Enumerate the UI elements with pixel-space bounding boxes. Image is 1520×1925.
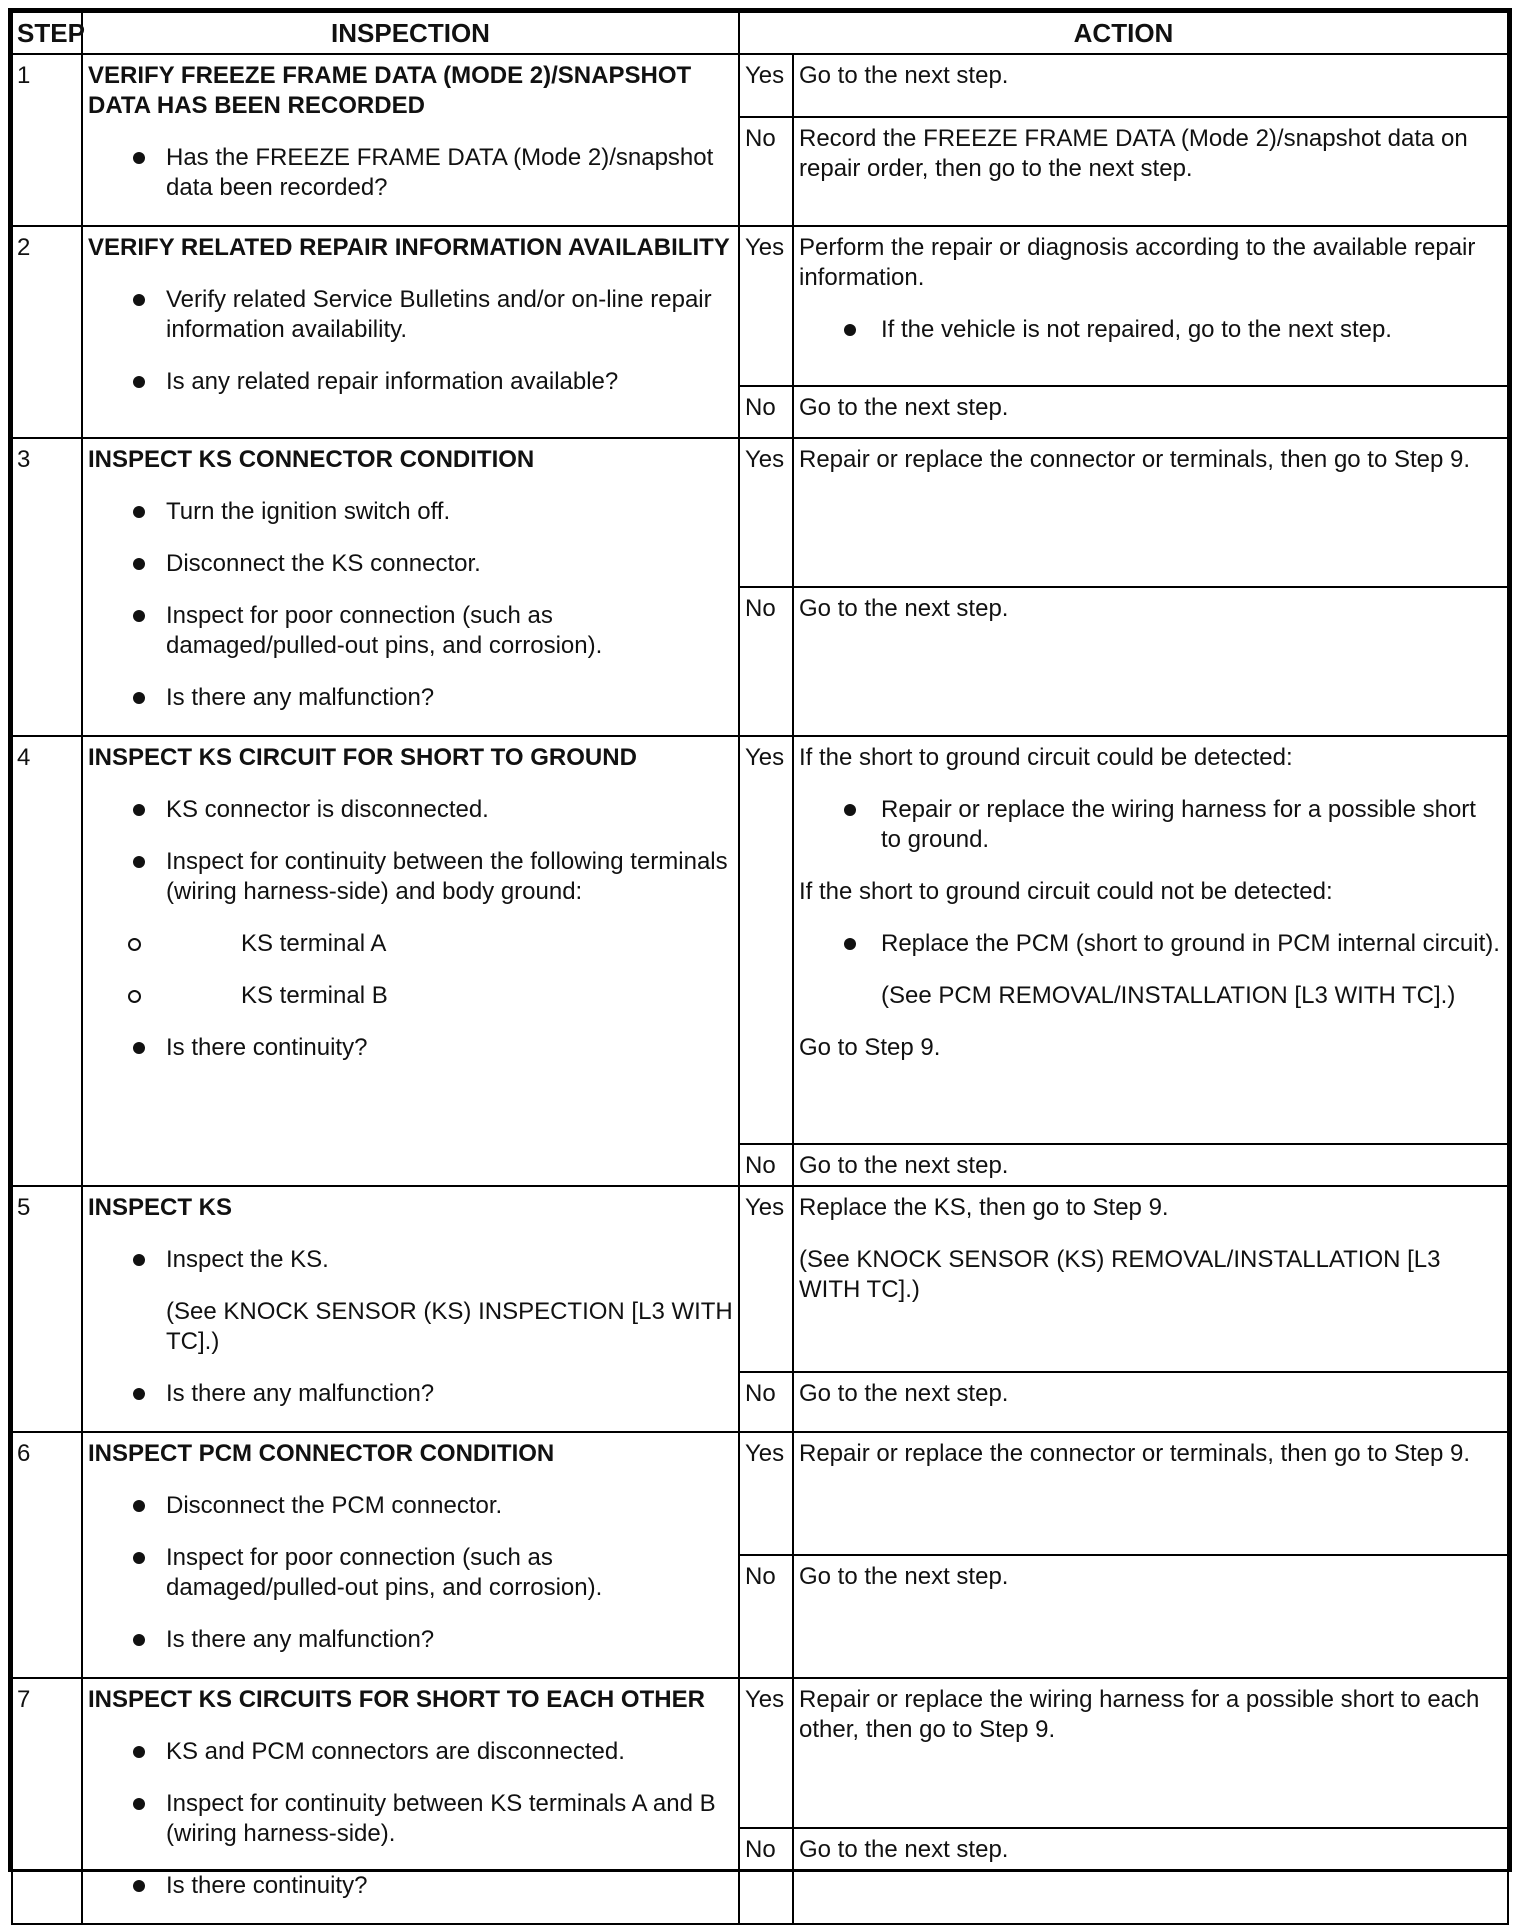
yes-action: Perform the repair or diagnosis according to the available repair information. xyxy=(799,234,1476,291)
step-number: 3 xyxy=(12,438,82,736)
inspection-bullet: Is there continuity? xyxy=(88,1871,733,1901)
yes-label: Yes xyxy=(739,1678,793,1828)
no-action: Go to the next step. xyxy=(793,386,1508,438)
diagnostic-table xyxy=(11,11,1509,1925)
header-inspection: INSPECTION xyxy=(82,12,739,54)
table-row xyxy=(12,438,1508,587)
inspection-bullet: Is there any malfunction? xyxy=(88,1379,733,1409)
inspection-title: INSPECT PCM CONNECTOR CONDITION xyxy=(88,1440,555,1467)
inspection-bullet: Is there any malfunction? xyxy=(88,683,733,713)
yes-action-text: Go to Step 9. xyxy=(799,1034,941,1061)
no-action: Record the FREEZE FRAME DATA (Mode 2)/snapshot data on repair order, then go to the next step. xyxy=(793,117,1508,226)
step-number: 1 xyxy=(12,54,82,226)
inspection-cell xyxy=(82,736,739,1186)
no-label: No xyxy=(739,1144,793,1186)
yes-label: Yes xyxy=(739,54,793,117)
inspection-cell xyxy=(82,438,739,736)
inspection-bullet: Is there continuity? xyxy=(88,1033,733,1063)
no-label: No xyxy=(739,386,793,438)
yes-label: Yes xyxy=(739,226,793,386)
inspection-bullet xyxy=(88,1245,733,1357)
table-row xyxy=(12,1678,1508,1828)
yes-action: Replace the KS, then go to Step 9. xyxy=(799,1194,1169,1221)
table-row xyxy=(12,736,1508,1144)
reference-link[interactable]: (See PCM REMOVAL/INSTALLATION [L3 WITH TC].) xyxy=(881,982,1456,1009)
no-label: No xyxy=(739,1828,793,1924)
no-action: Go to the next step. xyxy=(793,1372,1508,1432)
inspection-bullet-text: Inspect for continuity between the following terminals (wiring harness-side) and body ground: xyxy=(166,848,728,905)
inspection-bullet: Is any related repair information available? xyxy=(88,367,733,397)
inspection-cell xyxy=(82,1432,739,1678)
yes-action: Go to the next step. xyxy=(793,54,1508,117)
yes-label: Yes xyxy=(739,736,793,1144)
step-number: 5 xyxy=(12,1186,82,1432)
action-bullets xyxy=(799,795,1502,855)
inspection-bullet: Inspect for continuity between KS terminals A and B (wiring harness-side). xyxy=(88,1789,733,1849)
yes-action: Repair or replace the connector or terminals, then go to Step 9. xyxy=(793,438,1508,587)
inspection-bullets xyxy=(88,1491,733,1655)
table-row xyxy=(12,1186,1508,1372)
yes-label: Yes xyxy=(739,1186,793,1372)
table-row xyxy=(12,226,1508,386)
inspection-bullets xyxy=(88,143,733,203)
yes-label: Yes xyxy=(739,1432,793,1555)
inspection-title: INSPECT KS xyxy=(88,1194,233,1221)
action-bullet: Replace the PCM (short to ground in PCM internal circuit). xyxy=(799,929,1502,959)
no-label: No xyxy=(739,1372,793,1432)
action-bullet: Repair or replace the wiring harness for a possible short to ground. xyxy=(799,795,1502,855)
inspection-bullet: Verify related Service Bulletins and/or on-line repair information availability. xyxy=(88,285,733,345)
inspection-bullet-text: Inspect the KS. xyxy=(166,1246,329,1273)
reference-link[interactable]: (See KNOCK SENSOR (KS) REMOVAL/INSTALLATION [L3 WITH TC].) xyxy=(799,1246,1441,1303)
no-action: Go to the next step. xyxy=(793,587,1508,736)
inspection-bullet: Is there any malfunction? xyxy=(88,1625,733,1655)
inspection-cell xyxy=(82,1678,739,1924)
diagnostic-procedure-page xyxy=(8,8,1512,1899)
inspection-bullets xyxy=(88,1245,733,1409)
inspection-title: VERIFY RELATED REPAIR INFORMATION AVAILABILITY xyxy=(88,234,730,261)
inspection-bullet: Inspect for poor connection (such as damaged/pulled-out pins, and corrosion). xyxy=(88,601,733,661)
inspection-bullet: KS and PCM connectors are disconnected. xyxy=(88,1737,733,1767)
yes-action-text: If the short to ground circuit could be detected: xyxy=(799,744,1293,771)
inspection-bullet: KS connector is disconnected. xyxy=(88,795,733,825)
inspection-bullet: Has the FREEZE FRAME DATA (Mode 2)/snapshot data been recorded? xyxy=(88,143,733,203)
inspection-bullet: Disconnect the PCM connector. xyxy=(88,1491,733,1521)
reference-link[interactable]: (See KNOCK SENSOR (KS) INSPECTION [L3 WITH TC].) xyxy=(166,1298,733,1355)
inspection-bullet: Disconnect the KS connector. xyxy=(88,549,733,579)
inspection-bullets xyxy=(88,795,733,1063)
yes-label: Yes xyxy=(739,438,793,587)
header-action: ACTION xyxy=(739,12,1508,54)
table-header-row xyxy=(12,12,1508,54)
sub-bullet: KS terminal B xyxy=(88,981,733,1011)
inspection-title: INSPECT KS CIRCUIT FOR SHORT TO GROUND xyxy=(88,744,637,771)
yes-action-cell xyxy=(793,736,1508,1144)
inspection-title: INSPECT KS CIRCUITS FOR SHORT TO EACH OTHER xyxy=(88,1686,705,1713)
inspection-bullet: Inspect for poor connection (such as damaged/pulled-out pins, and corrosion). xyxy=(88,1543,733,1603)
no-action: Go to the next step. xyxy=(793,1828,1508,1924)
action-bullets xyxy=(799,315,1502,345)
step-number: 7 xyxy=(12,1678,82,1924)
no-label: No xyxy=(739,1555,793,1678)
inspection-bullets xyxy=(88,285,733,397)
sub-bullets xyxy=(88,929,733,1011)
inspection-title: INSPECT KS CONNECTOR CONDITION xyxy=(88,446,535,473)
inspection-bullet: Turn the ignition switch off. xyxy=(88,497,733,527)
no-label: No xyxy=(739,587,793,736)
table-row xyxy=(12,1432,1508,1555)
no-action: Go to the next step. xyxy=(793,1555,1508,1678)
table-row xyxy=(12,54,1508,117)
yes-action: Repair or replace the wiring harness for a possible short to each other, then go to Step 9. xyxy=(793,1678,1508,1828)
yes-action-cell xyxy=(793,226,1508,386)
step-number: 4 xyxy=(12,736,82,1186)
inspection-title: VERIFY FREEZE FRAME DATA (MODE 2)/SNAPSHOT DATA HAS BEEN RECORDED xyxy=(88,62,692,119)
inspection-cell xyxy=(82,226,739,438)
no-action: Go to the next step. xyxy=(793,1144,1508,1186)
yes-action: Repair or replace the connector or terminals, then go to Step 9. xyxy=(793,1432,1508,1555)
action-bullets xyxy=(799,929,1502,959)
inspection-bullets xyxy=(88,1737,733,1901)
step-number: 6 xyxy=(12,1432,82,1678)
yes-action-text: If the short to ground circuit could not be detected: xyxy=(799,878,1333,905)
no-label: No xyxy=(739,117,793,226)
action-bullet: If the vehicle is not repaired, go to the next step. xyxy=(799,315,1502,345)
inspection-cell xyxy=(82,54,739,226)
inspection-bullet xyxy=(88,847,733,1011)
inspection-bullets xyxy=(88,497,733,713)
yes-action-cell xyxy=(793,1186,1508,1372)
inspection-cell xyxy=(82,1186,739,1432)
sub-bullet: KS terminal A xyxy=(88,929,733,959)
step-number: 2 xyxy=(12,226,82,438)
header-step: STEP xyxy=(12,12,82,54)
